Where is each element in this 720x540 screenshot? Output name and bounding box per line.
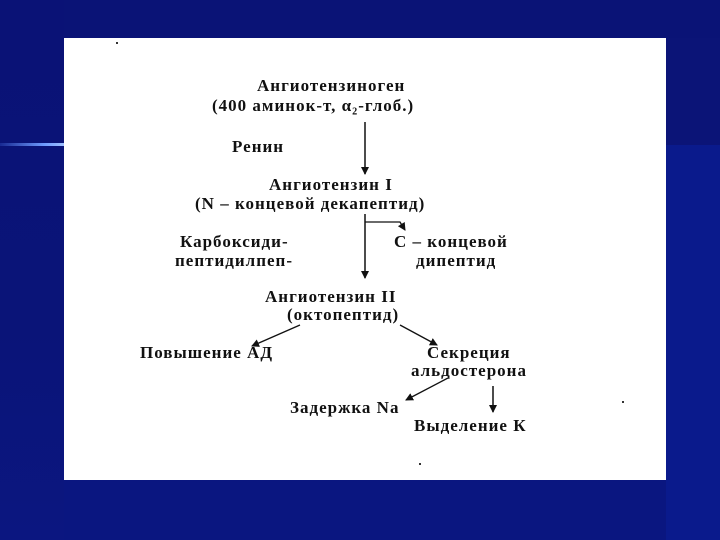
node-angiotensin1-title: Ангиотензин I bbox=[269, 175, 393, 194]
edge-label-carboxy-line1: Карбоксиди- bbox=[180, 232, 289, 251]
background-left-panel bbox=[0, 0, 64, 540]
node-na-retention: Задержка Na bbox=[290, 398, 400, 417]
node-dipeptide-line2: дипептид bbox=[416, 251, 497, 270]
scan-speck bbox=[622, 401, 624, 403]
edge-label-carboxy-line2: пептидилпеп- bbox=[175, 251, 294, 270]
edge-label-renin: Ренин bbox=[232, 137, 285, 156]
slide-canvas bbox=[64, 38, 666, 480]
node-angiotensinogen-title: Ангиотензиноген bbox=[257, 76, 406, 95]
arrow-dipeptide bbox=[365, 222, 405, 230]
node-angiotensinogen-detail: (400 аминок-т, α₂-глоб.) bbox=[212, 96, 415, 115]
arrow-aldosterone bbox=[400, 325, 437, 345]
node-dipeptide-line1: С – концевой bbox=[394, 232, 508, 251]
scan-speck bbox=[419, 463, 421, 465]
accent-line bbox=[0, 143, 64, 146]
scan-speck bbox=[116, 42, 118, 44]
arrow-na bbox=[406, 378, 448, 400]
node-k-excretion: Выделение К bbox=[414, 416, 527, 435]
node-bp-increase: Повышение АД bbox=[140, 343, 274, 362]
background-top-band bbox=[0, 0, 720, 38]
node-angiotensin2-title: Ангиотензин II bbox=[265, 287, 397, 306]
node-aldosterone-line1: Секреция bbox=[427, 343, 511, 362]
node-angiotensin2-detail: (октопептид) bbox=[287, 305, 400, 324]
node-angiotensin1-detail: (N – концевой декапептид) bbox=[195, 194, 426, 213]
node-aldosterone-line2: альдостерона bbox=[411, 361, 527, 380]
background-bottom-block bbox=[64, 480, 666, 540]
background-right-block bbox=[666, 145, 720, 540]
